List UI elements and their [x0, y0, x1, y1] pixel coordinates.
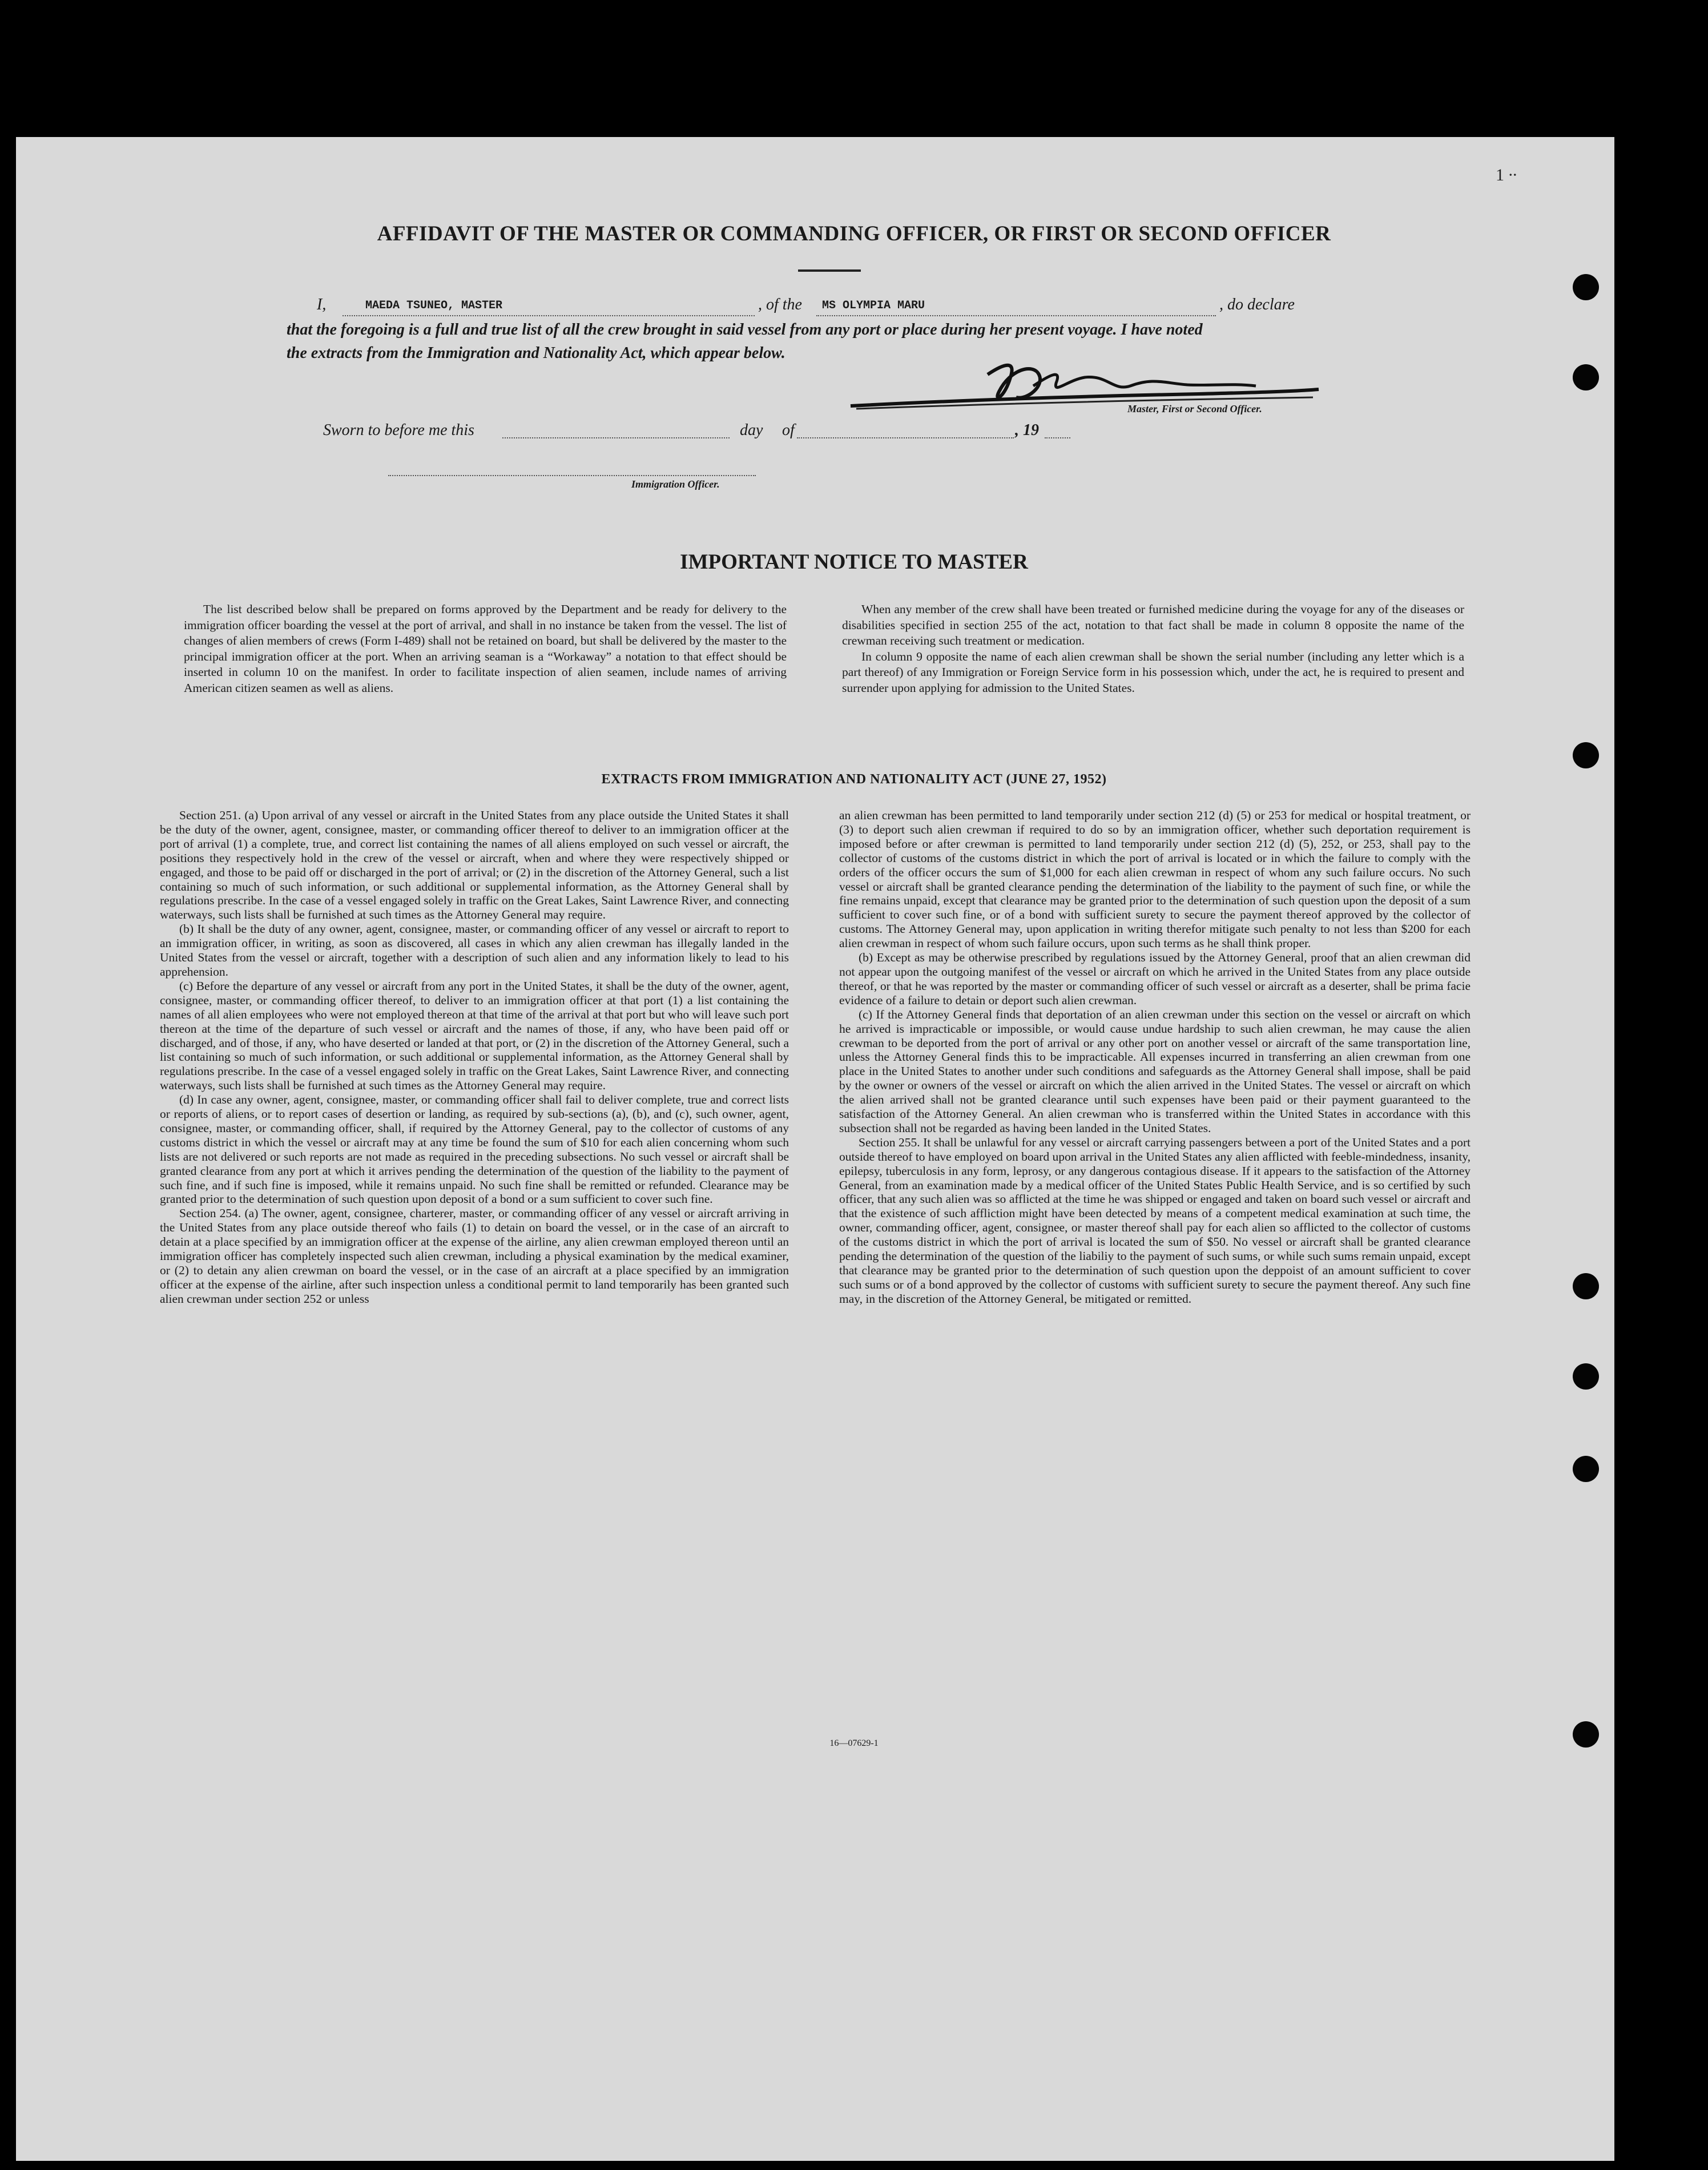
extract-paragraph: Section 255. It shall be unlawful for any vessel or aircraft carrying passengers between a port of the United States and a port outside thereof to have employed on board upon arrival in the United States any alien afflicted with feeble-mindedness, insanity, epilepsy, tuberculosis in any form, leprosy, or any dangerous contagious disease. If it appears to the satisfaction of the Attorney General, from an examination made by a medical officer of the United States Public Health Service, and is so certified by such officer, that any such alien was so afflicted at the time he was shipped or engaged and taken on board such vessel or aircraft and that the existence of such affliction might have been detected by means of a competent medical examination at such time, the owner, commanding officer, agent, consignee, or master thereof shall pay for each alien so afflicted to the collector of customs of the customs district in which the port of arrival is located the sum of $50. No vessel or aircraft shall be granted clearance pending the determination of the question of the liabiliy to the payment of such sums, or while such sums remain unpaid, except that clearance may be granted prior to the determination of such question upon the deppoist of an amount sufficient to cover such sums or of a bond approved by the collector of customs with sufficient surety to secure the payment thereof. Any such fine may, in the discretion of the Attorney General, be mitigated or remitted.: [839, 1135, 1471, 1306]
signature-caption: Master, First or Second Officer.: [1127, 403, 1262, 414]
binder-hole: [1573, 364, 1599, 390]
day-label: day: [740, 421, 763, 439]
notice-paragraph: When any member of the crew shall have been treated or furnished medicine during the voyage for any of the diseases or disabilities specified in section 255 of the act, notation to that fact shall be made in column 8 opposite the name of the crewman receiving such treatment or medication.: [842, 602, 1464, 648]
affidavit-title: AFFIDAVIT OF THE MASTER OR COMMANDING OFFICER, OR FIRST OR SECOND OFFICER: [377, 222, 1331, 245]
notice-title: IMPORTANT NOTICE TO MASTER: [680, 550, 1028, 574]
officer-signature-line: [388, 475, 756, 476]
sworn-month-line: [797, 437, 1014, 438]
extract-paragraph: Section 254. (a) The owner, agent, consignee, charterer, master, or commanding officer of any vessel or aircraft arriving in the United States from any place outside thereof who fails (1) to detain on board the vessel, or in the case of an aircraft to detain at a place specified by an immigration officer at the expense of the airline, any alien crewman employed thereon until an immigration officer has completely inspected such alien crewman, including a physical examination by the medical examiner, or (2) to detain any alien crewman on board the vessel, or in the case of an aircraft at a place specified by an immigration officer at the expense of the airline, after such inspection unless a conditional permit to land temporarily has been granted such alien crewman under section 252 or unless: [160, 1206, 789, 1306]
sworn-year-line: [1045, 437, 1070, 438]
extracts-left-column: [160, 808, 789, 1306]
sworn-day-line: [502, 437, 730, 438]
sworn-label: Sworn to before me this: [323, 421, 474, 439]
vessel-name: MS OLYMPIA MARU: [822, 299, 925, 312]
extract-paragraph: an alien crewman has been permitted to land temporarily under section 212 (d) (5) or 253 for medical or hospital treatment, or (3) to deport such alien crewman if required to do so by an immigration officer, whether such deportation requirement is imposed before or after crewman is permitted to land temporarily under section 212 (d) (5), 252, or 253, shall pay to the collector of customs of the customs district in which the port of arrival is located or in which the failure to comply with the orders of the officer occurs the sum of $1,000 for each alien crewman in respect of whom any such failure occurs. No such vessel or aircraft shall be granted clearance pending the determination of the liability to the payment of such fine, or while the fine remains unpaid, except that clearance may be granted prior to the determination of such question upon the deposit of a sum sufficient to cover such fine, or of a bond with sufficient surety to secure the payment thereof approved by the collector of customs. The Attorney General may, upon application in writing therefor mitigate such penalty to not less than $200 for each alien crewman in respect of whom such failure occurs, upon such terms as he shall think proper.: [839, 808, 1471, 951]
do-declare-label: , do declare: [1219, 296, 1295, 313]
notice-paragraph: In column 9 opposite the name of each alien crewman shall be shown the serial number (including any letter which is a part thereof) of any Immigration or Foreign Service form in his possession which, under the act, he is required to present and surrender upon applying for admission to the United States.: [842, 649, 1464, 695]
notice-left-column: [184, 602, 787, 697]
extract-paragraph: (c) Before the departure of any vessel or aircraft from any port in the United States, it shall be the duty of the owner, agent, consignee, master, or commanding officer thereof, to deliver to an immigration officer at that port (1) a list containing the names of all alien employees who were not employed thereon at that time of the arrival at that port but who will leave such port thereon at the time of the departure of such vessel or aircraft and the names of those, if any, who have been paid off or discharged, and of those, if any, who have deserted or landed at that port, or (2) in the discretion of the Attorney General, such a list containing so much of such information, or such additional or supplemental information, as the Attorney General shall by regulations prescribe. In the case of a vessel engaged solely in traffic on the Great Lakes, Saint Lawrence River, and connecting waterways, such lists shall be furnished at such times as the Attorney General may require.: [160, 979, 789, 1093]
binder-hole: [1573, 1363, 1599, 1390]
officer-caption: Immigration Officer.: [631, 478, 720, 490]
binder-hole: [1573, 1456, 1599, 1482]
binder-hole: [1573, 274, 1599, 300]
corner-mark: 1 ∙∙: [1496, 166, 1517, 184]
binder-hole: [1573, 1273, 1599, 1299]
extracts-right-column: [839, 808, 1471, 1306]
binder-hole: [1573, 742, 1599, 768]
extract-paragraph: (d) In case any owner, agent, consignee, master, or commanding officer shall fail to deliver complete, true and correct lists or reports of aliens, or to report cases of desertion or landing, as required by sub-sections (a), (b), and (c), such owner, agent, consignee, master, or commanding officer, shall, if required by the Attorney General, pay to the collector of customs of any customs district in which the vessel or aircraft may at any time be found the sum of $10 for each alien concerning whom such lists are not delivered or such reports are not made as required in the preceding subsections. No such vessel or aircraft shall be granted clearance from any port at which it arrives pending the determination of the question of the liability to the payment of such fine, and if such fine is imposed, while it remains unpaid. No such fine shall be remitted or refunded. Clearance may be granted prior to the determination of such question upon deposit of a bond or a sum sufficient to cover such fine.: [160, 1093, 789, 1206]
extract-paragraph: (c) If the Attorney General finds that deportation of an alien crewman under this section on the vessel or aircraft on which he arrived is impracticable or impossible, or would cause undue hardship to such alien crewman, he may cause the alien crewman to be deported from the port of arrival or any other port on another vessel or aircraft of the same transportation line, unless the Attorney General finds this to be impracticable. All expenses incurred in transferring an alien crewman from one place in the United States to another under such conditions and safeguards as the Attorney General shall impose, shall be paid by the owner or owners of the vessel or aircraft on which the alien arrived in the United States. The vessel or aircraft on which the alien arrived shall not be granted clearance until such expenses have been paid or their payment guaranteed to the satisfaction of the Attorney General. An alien crewman who is transferred within the United States in accordance with this subsection shall not be regarded as having been landed in the United States.: [839, 1007, 1471, 1135]
notice-paragraph: The list described below shall be prepared on forms approved by the Department and be ready for delivery to the immigration officer boarding the vessel at the port of arrival, and shall in no instance be taken from the vessel. The list of changes of alien members of crews (Form I-489) shall not be retained on board, but shall be delivered by the master to the principal immigration officer at the port. When an arriving seaman is a “Workaway” a notation to that effect should be inserted in column 10 on the manifest. In order to facilitate inspection of alien seamen, include names of arriving American citizen seamen as well as aliens.: [184, 602, 787, 695]
extract-paragraph: Section 251. (a) Upon arrival of any vessel or aircraft in the United States from any place outside the United States it shall be the duty of the owner, agent, consignee, master, or commanding officer thereof to deliver to an immigration officer at the port of arrival (1) a complete, true, and correct list containing the names of all aliens employed on such vessel or aircraft, the positions they respectively hold in the crew of the vessel or aircraft, when and where they were respectively shipped or engaged, and those to be paid off or discharged in the port of arrival; or (2) in the discretion of the Attorney General, such a list containing so much of such information, or such additional or supplemental information, as the Attorney General shall by regulations prescribe. In the case of a vessel engaged solely in traffic on the Great Lakes, Saint Lawrence River, and connecting waterways, such lists shall be furnished at such times as the Attorney General may require.: [160, 808, 789, 922]
of-the-label: , of the: [758, 296, 802, 313]
affidavit-line-2: that the foregoing is a full and true list of all the crew brought in said vessel from any port or place during her present voyage. I have noted: [287, 321, 1203, 339]
master-name-line: [343, 315, 755, 316]
vessel-name-line: [816, 315, 1216, 316]
extract-paragraph: (b) Except as may be otherwise prescribed by regulations issued by the Attorney General, proof that an alien crewman did not appear upon the outgoing manifest of the vessel or aircraft on which he arrived in the United States from any place outside thereof, or that he was reported by the master or commanding officer of such vessel or aircraft as a deserter, shall be prima facie evidence of a failure to detain or deport such alien crewman.: [839, 951, 1471, 1007]
affidavit-line-3: the extracts from the Immigration and Nationality Act, which appear below.: [287, 344, 785, 362]
title-divider: [798, 269, 861, 272]
extracts-title: EXTRACTS FROM IMMIGRATION AND NATIONALITY ACT (JUNE 27, 1952): [601, 772, 1107, 787]
extract-paragraph: (b) It shall be the duty of any owner, agent, consignee, master, or commanding officer of any vessel or aircraft to report to an immigration officer, in writing, as soon as discovered, all cases in which any alien crewman has illegally landed in the United States from the vessel or aircraft, together with a description of such alien and any information likely to lead to his apprehension.: [160, 922, 789, 979]
affidavit-prefix: I,: [317, 296, 327, 313]
master-name: MAEDA TSUNEO, MASTER: [365, 299, 503, 312]
notice-right-column: [842, 602, 1464, 697]
form-number: 16—07629-1: [829, 1738, 879, 1748]
year-label: , 19: [1015, 421, 1039, 439]
of-label: of: [782, 421, 795, 439]
